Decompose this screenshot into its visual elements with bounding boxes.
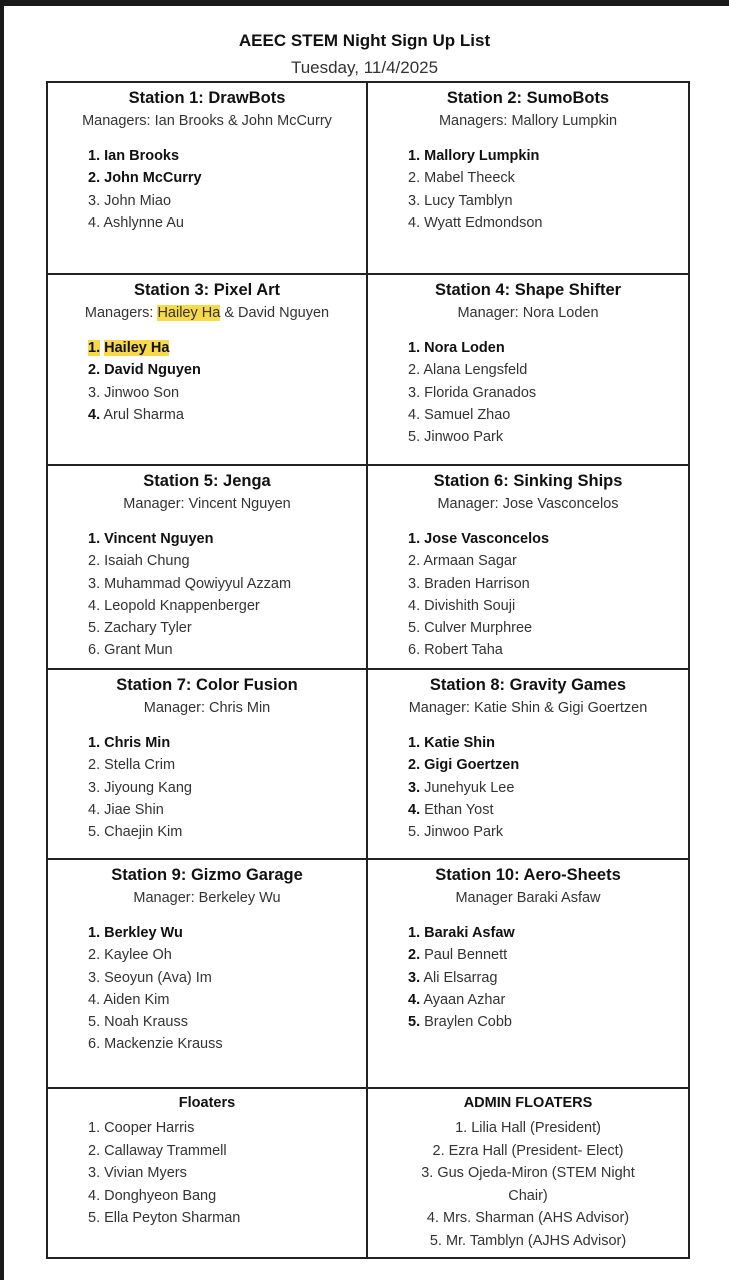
list-item	[88, 404, 366, 426]
list-item	[88, 967, 366, 989]
item-name: Berkley Wu	[104, 925, 183, 941]
document-date: Tuesday, 11/4/2025	[290, 58, 439, 77]
item-number: 3.	[88, 192, 101, 209]
list-item	[368, 1207, 688, 1230]
volunteer-list	[48, 337, 366, 426]
list-item	[408, 821, 688, 843]
item-name: Ashlynne Au	[103, 214, 184, 231]
item-name: Braylen Cobb	[424, 1014, 512, 1031]
item-name: Gigi Goertzen	[424, 757, 520, 774]
item-number: 1.	[88, 925, 101, 941]
list-item	[408, 754, 688, 776]
list-item	[88, 382, 366, 404]
item-number: 1.	[455, 1120, 468, 1136]
item-name: Ian Brooks	[104, 148, 180, 164]
list-item	[88, 821, 366, 843]
item-name: Paul Bennett	[424, 947, 508, 964]
item-number: 3.	[88, 575, 101, 592]
list-item	[408, 595, 688, 617]
list-item	[88, 145, 366, 167]
list-item	[88, 337, 366, 359]
station-cell	[48, 275, 368, 464]
list-item	[88, 528, 366, 550]
list-item	[88, 799, 366, 821]
floaters-title: Floaters	[178, 1095, 236, 1111]
list-item	[408, 528, 688, 550]
station-managers: Manager: Katie Shin & Gigi Goertzen	[408, 700, 648, 716]
item-number: 2.	[88, 1142, 101, 1159]
item-name: Baraki Asfaw	[424, 925, 515, 941]
list-item	[408, 382, 688, 404]
item-name: Ezra Hall (President- Elect)	[448, 1142, 624, 1159]
item-name: Jiyoung Kang	[104, 779, 192, 796]
list-item	[368, 1230, 688, 1253]
list-item	[88, 1033, 366, 1055]
item-number: 1.	[408, 148, 421, 164]
station-title: Station 4: Shape Shifter	[434, 281, 622, 299]
item-number: 2.	[408, 947, 421, 964]
document-title: AEEC STEM Night Sign Up List	[238, 31, 491, 50]
list-item	[88, 573, 366, 595]
list-item	[408, 1011, 688, 1033]
item-name: Alana Lengsfeld	[423, 362, 528, 379]
list-item	[408, 550, 688, 572]
list-item	[368, 1162, 688, 1185]
list-item	[408, 212, 688, 234]
station-managers	[48, 305, 366, 327]
item-number: 1.	[408, 531, 421, 547]
item-number: 5.	[88, 1210, 101, 1226]
item-number: 2.	[88, 553, 101, 570]
item-number: 4.	[408, 991, 421, 1008]
station-title: Station 2: SumoBots	[446, 89, 610, 107]
volunteer-list	[368, 337, 688, 448]
admin-floaters-cell	[368, 1089, 688, 1257]
item-number: 3.	[408, 192, 421, 209]
station-managers: Manager: Jose Vasconcelos	[437, 496, 619, 512]
item-number: 3.	[421, 1165, 434, 1181]
list-item	[408, 167, 688, 189]
item-number: 4.	[408, 214, 421, 231]
list-item	[88, 1140, 366, 1163]
item-number: 2.	[88, 757, 101, 774]
item-number: 3.	[88, 1165, 101, 1181]
item-name: Jinwoo Park	[424, 824, 504, 841]
item-number: 3.	[88, 779, 101, 796]
item-name: Callaway Trammell	[104, 1142, 227, 1159]
item-name: Isaiah Chung	[104, 553, 190, 570]
item-number: 2.	[408, 362, 421, 379]
item-number: 2.	[432, 1142, 445, 1159]
list-item	[408, 799, 688, 821]
item-number: 5.	[88, 824, 101, 841]
station-cell	[368, 466, 688, 668]
volunteer-list	[48, 145, 366, 234]
list-item	[88, 1185, 366, 1208]
station-cell	[48, 670, 368, 858]
list-item	[88, 944, 366, 966]
station-cell	[48, 860, 368, 1087]
item-number: 3.	[408, 779, 421, 796]
item-name: Cooper Harris	[104, 1120, 195, 1136]
item-number: 4.	[426, 1210, 439, 1226]
item-number: 4.	[88, 597, 101, 614]
volunteer-list	[368, 922, 688, 1033]
station-managers: Manager: Vincent Nguyen	[123, 496, 291, 512]
list-item	[88, 190, 366, 212]
list-item	[408, 922, 688, 944]
floaters-cell	[48, 1089, 368, 1257]
item-name: Jinwoo Park	[424, 429, 504, 446]
list-item	[408, 777, 688, 799]
item-number: 2.	[408, 757, 421, 774]
item-number: 3.	[408, 575, 421, 592]
item-name: Junehyuk Lee	[424, 779, 515, 796]
table-row	[48, 464, 688, 668]
item-number: 4.	[88, 214, 101, 231]
managers-suffix: & David Nguyen	[220, 305, 330, 321]
volunteer-list	[368, 145, 688, 234]
list-item	[368, 1185, 688, 1208]
item-name: Wyatt Edmondson	[424, 214, 543, 231]
list-item	[408, 732, 688, 754]
item-name: Culver Murphree	[424, 620, 533, 637]
list-item	[88, 359, 366, 381]
list-item	[88, 550, 366, 572]
item-number: 6.	[88, 642, 101, 659]
list-item	[408, 573, 688, 595]
station-title: Station 10: Aero-Sheets	[435, 866, 621, 884]
item-name: Donghyeon Bang	[104, 1187, 217, 1204]
item-name: Chris Min	[104, 735, 171, 751]
station-title: Station 9: Gizmo Garage	[111, 866, 303, 884]
station-cell	[368, 670, 688, 858]
list-item	[88, 212, 366, 234]
list-item	[88, 989, 366, 1011]
list-item	[408, 639, 688, 661]
item-number: 4.	[408, 801, 421, 818]
list-item	[408, 426, 688, 448]
item-name: Lilia Hall (President)	[471, 1120, 601, 1136]
item-name: Vincent Nguyen	[104, 531, 214, 547]
item-name: Gus Ojeda-Miron (STEM Night	[437, 1165, 635, 1181]
station-managers: Manager Baraki Asfaw	[455, 890, 601, 906]
item-number: 1.	[408, 925, 421, 941]
item-number: 5.	[408, 824, 421, 841]
item-number: 1.	[88, 735, 101, 751]
list-item	[408, 359, 688, 381]
item-name: John McCurry	[104, 170, 202, 187]
list-item	[88, 167, 366, 189]
station-title: Station 1: DrawBots	[128, 89, 286, 107]
item-number: 1.	[88, 1120, 101, 1136]
list-item	[88, 777, 366, 799]
item-name: Florida Granados	[424, 384, 537, 401]
item-name: Hailey Ha	[104, 340, 170, 356]
list-item	[368, 1140, 688, 1163]
station-title: Station 6: Sinking Ships	[433, 472, 623, 490]
item-number: 4.	[408, 597, 421, 614]
managers-prefix: Managers:	[84, 305, 158, 321]
list-item	[88, 754, 366, 776]
station-managers: Manager: Chris Min	[143, 700, 271, 716]
station-title: Station 5: Jenga	[143, 472, 271, 490]
item-name: Noah Krauss	[104, 1014, 188, 1031]
item-number: 2.	[408, 553, 421, 570]
item-name: Muhammad Qowiyyul Azzam	[104, 575, 292, 592]
item-number: 2.	[88, 947, 101, 964]
list-item	[408, 989, 688, 1011]
item-number: 5.	[408, 1014, 421, 1031]
item-number: 4.	[88, 406, 101, 423]
volunteer-list	[368, 732, 688, 843]
item-number: 3.	[88, 969, 101, 986]
volunteer-list	[368, 528, 688, 662]
item-number: 2.	[88, 362, 101, 379]
table-row	[48, 1087, 688, 1257]
item-number: 4.	[408, 406, 421, 423]
item-number: 3.	[408, 384, 421, 401]
item-name: Stella Crim	[104, 757, 176, 774]
list-item	[88, 1162, 366, 1185]
list-item	[88, 1207, 366, 1230]
item-number: 5.	[408, 620, 421, 637]
station-cell	[48, 83, 368, 273]
list-item	[88, 1011, 366, 1033]
list-item	[408, 337, 688, 359]
item-name: Kaylee Oh	[104, 947, 172, 964]
admin-floaters-title: ADMIN FLOATERS	[463, 1095, 593, 1111]
item-number: 5.	[88, 620, 101, 637]
item-number: 2.	[88, 170, 101, 187]
item-name: Zachary Tyler	[104, 620, 192, 637]
item-number: 3.	[408, 969, 421, 986]
item-name: Ella Peyton Sharman	[104, 1210, 241, 1226]
item-number: 2.	[408, 170, 421, 187]
list-item	[88, 617, 366, 639]
volunteer-list	[48, 922, 366, 1056]
item-number: 5.	[408, 429, 421, 446]
list-item	[88, 639, 366, 661]
item-number: 4.	[88, 991, 101, 1008]
item-name: Vivian Myers	[104, 1165, 187, 1181]
item-name: Aiden Kim	[103, 991, 170, 1008]
item-name: Chair)	[508, 1187, 548, 1204]
item-number: 5.	[429, 1232, 442, 1249]
table-row	[48, 668, 688, 858]
list-item	[88, 1117, 366, 1140]
list-item	[368, 1117, 688, 1140]
station-managers: Managers: Ian Brooks & John McCurry	[82, 113, 332, 129]
item-name: Chaejin Kim	[104, 824, 183, 841]
item-name: Leopold Knappenberger	[104, 597, 260, 614]
table-row	[48, 273, 688, 464]
item-name: Grant Mun	[104, 642, 173, 659]
item-number: 3.	[88, 384, 101, 401]
station-table	[46, 81, 690, 1259]
item-name: Seoyun (Ava) Im	[104, 969, 212, 986]
volunteer-list	[48, 528, 366, 662]
station-managers: Manager: Nora Loden	[457, 305, 599, 321]
item-name: Robert Taha	[424, 642, 503, 659]
item-name: Jinwoo Son	[104, 384, 180, 401]
station-cell	[368, 860, 688, 1087]
list-item	[408, 944, 688, 966]
item-number: 6.	[88, 1036, 101, 1053]
station-managers: Manager: Berkeley Wu	[133, 890, 281, 906]
volunteer-list	[368, 1117, 688, 1252]
item-name: Samuel Zhao	[424, 406, 511, 423]
station-cell	[48, 466, 368, 668]
volunteer-list	[48, 732, 366, 843]
item-name: Nora Loden	[424, 340, 505, 356]
item-name: John Miao	[104, 192, 172, 209]
item-number: 4.	[88, 801, 101, 818]
station-title: Station 7: Color Fusion	[116, 676, 298, 694]
item-name: Arul Sharma	[103, 406, 184, 423]
managers-highlight: Hailey Ha	[157, 305, 221, 321]
item-name: Braden Harrison	[424, 575, 530, 592]
item-name: Katie Shin	[424, 735, 496, 751]
list-item	[88, 922, 366, 944]
station-managers: Managers: Mallory Lumpkin	[438, 113, 618, 129]
station-cell	[368, 275, 688, 464]
item-number: 1.	[408, 735, 421, 751]
item-name: David Nguyen	[104, 362, 201, 379]
station-cell	[368, 83, 688, 273]
item-name: Mackenzie Krauss	[104, 1036, 223, 1053]
item-name: Mabel Theeck	[424, 170, 515, 187]
item-number: 4.	[88, 1187, 101, 1204]
item-number: 1.	[408, 340, 421, 356]
item-name: Armaan Sagar	[423, 553, 517, 570]
list-item	[88, 595, 366, 617]
list-item	[408, 404, 688, 426]
item-name: Jose Vasconcelos	[424, 531, 550, 547]
list-item	[408, 617, 688, 639]
item-name: Ethan Yost	[424, 801, 494, 818]
list-item	[408, 190, 688, 212]
item-name: Mallory Lumpkin	[424, 148, 540, 164]
item-number: 6.	[408, 642, 421, 659]
item-name: Ali Elsarrag	[423, 969, 498, 986]
list-item	[408, 967, 688, 989]
station-title: Station 3: Pixel Art	[133, 281, 281, 299]
table-row	[48, 83, 688, 273]
item-name: Lucy Tamblyn	[424, 192, 513, 209]
item-number: 1.	[88, 340, 101, 356]
table-row	[48, 858, 688, 1087]
item-name: Ayaan Azhar	[423, 991, 506, 1008]
item-name: Jiae Shin	[104, 801, 164, 818]
item-name: Divishith Souji	[424, 597, 516, 614]
station-title: Station 8: Gravity Games	[429, 676, 627, 694]
list-item	[408, 145, 688, 167]
item-number: 1.	[88, 148, 101, 164]
list-item	[88, 732, 366, 754]
item-name: Mr. Tamblyn (AJHS Advisor)	[445, 1232, 627, 1249]
item-name: Mrs. Sharman (AHS Advisor)	[442, 1210, 630, 1226]
item-number: 5.	[88, 1014, 101, 1031]
volunteer-list	[48, 1117, 366, 1230]
item-number: 1.	[88, 531, 101, 547]
